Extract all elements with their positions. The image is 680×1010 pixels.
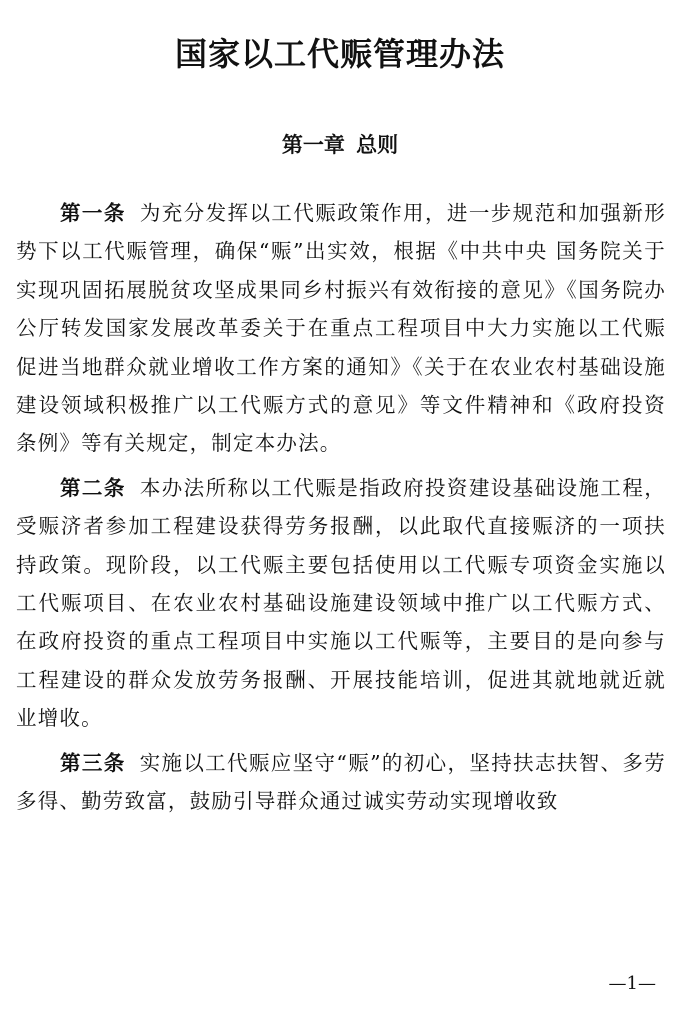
document-title: 国家以工代赈管理办法 (174, 35, 505, 73)
article-3 (16, 744, 666, 821)
article-text: 本办法所称以工代赈是指政府投资建设基础设施工程，受赈济者参加工程建设获得劳务报酬，以此取代直接赈济的一项扶持政策。现阶段，以工代赈主要包括使用以工代赈专项资金实施以工代赈项目、在农业农村基础设施建设领域中推广以工代赈方式、在政府投资的重点工程项目中实施以工代赈等，主要目的是向参与工程建设的群众发放劳务报酬、开展技能培训，促进其就地就近就业增收。 (16, 475, 666, 731)
article-1 (16, 194, 666, 463)
article-text: 实施以工代赈应坚守“赈”的初心，坚持扶志扶智、多劳多得、勤劳致富，鼓励引导群众通过诚实劳动实现增收致 (16, 750, 666, 814)
article-2 (16, 469, 666, 738)
article-label: 第三条 (60, 750, 126, 775)
document-body (16, 194, 666, 827)
article-text: 为充分发挥以工代赈政策作用，进一步规范和加强新形势下以工代赈管理，确保“赈”出实效，根据《中共中央 国务院关于实现巩固拓展脱贫攻坚成果同乡村振兴有效衔接的意见》《国务院办公厅转发国家发展改革委关于在重点工程项目中大力实施以工代赈促进当地群众就业增收工作方案的通知》《关于在农业农村基础设施建设领域积极推广以工代赈方式的意见》等文件精神和《政府投资条例》等有关规定，制定本办法。 (16, 201, 666, 456)
article-label: 第一条 (60, 201, 126, 225)
article-label: 第二条 (60, 475, 126, 500)
chapter-title: 第一章 总则 (281, 133, 399, 157)
page-number: —1— (608, 973, 656, 994)
